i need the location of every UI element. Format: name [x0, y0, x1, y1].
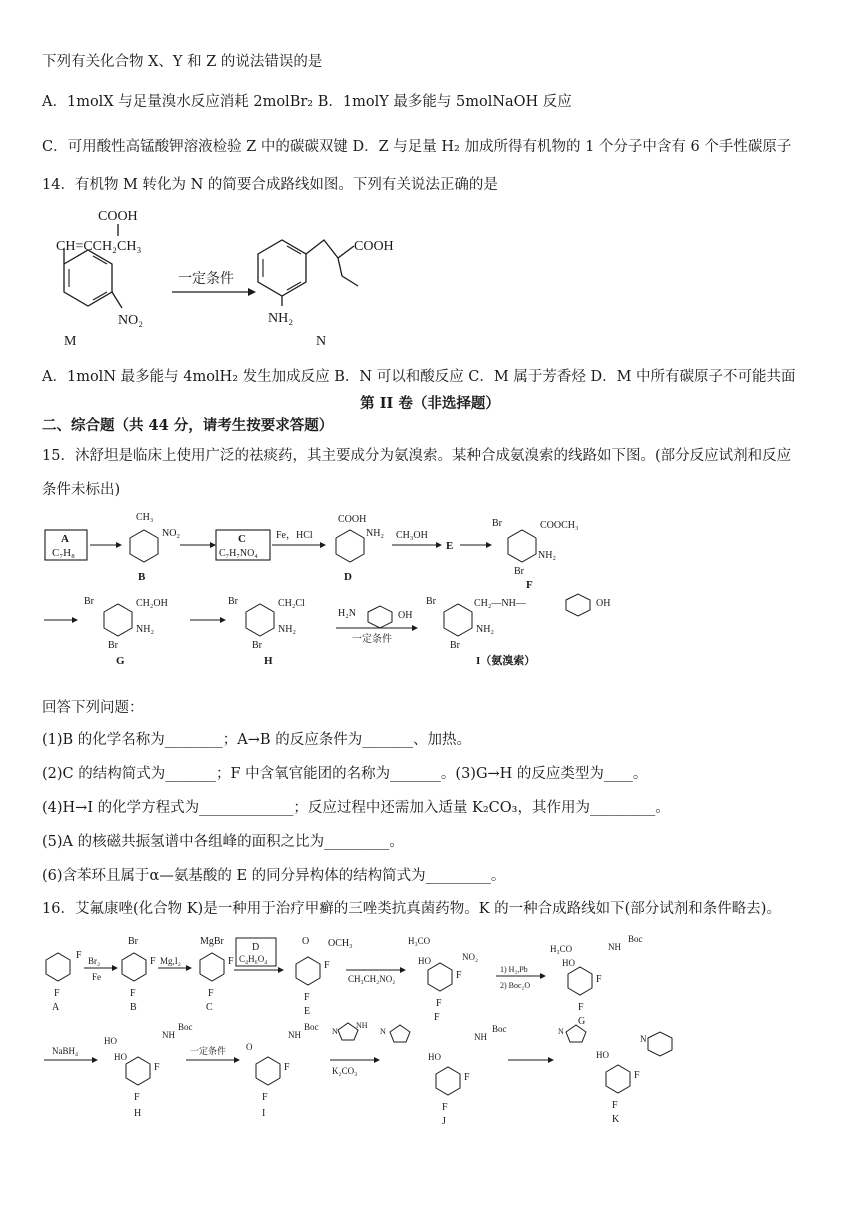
- svg-text:N: N: [558, 1027, 564, 1036]
- svg-text:Br: Br: [450, 640, 460, 651]
- svg-text:HO: HO: [562, 958, 575, 968]
- q15-synthesis-figure: [40, 508, 640, 678]
- svg-text:HO: HO: [114, 1052, 127, 1062]
- svg-text:F: F: [456, 970, 462, 981]
- i-label: I（氨溴索）: [476, 655, 536, 667]
- svg-text:F: F: [464, 1072, 470, 1083]
- svg-text:G: G: [578, 1016, 586, 1027]
- svg-text:F: F: [130, 988, 136, 999]
- svg-text:I: I: [262, 1108, 266, 1119]
- svg-text:F: F: [76, 950, 82, 961]
- svg-text:F: F: [134, 1092, 140, 1103]
- c-formula: C₇H₇NO₄: [219, 548, 258, 559]
- svg-text:OCH₃: OCH₃: [328, 938, 353, 949]
- svg-text:Br: Br: [426, 596, 436, 607]
- svg-text:Br: Br: [84, 596, 94, 607]
- n-cooh: COOH: [354, 239, 394, 254]
- svg-text:F: F: [54, 988, 60, 999]
- svg-text:F: F: [442, 1102, 448, 1113]
- svg-text:CH₂Cl: CH₂Cl: [278, 598, 305, 609]
- q16-compound-h: [104, 1022, 193, 1119]
- svg-text:HO: HO: [104, 1036, 117, 1046]
- svg-text:F: F: [154, 1062, 160, 1073]
- q15-sub6: (6)含苯环且属于α—氨基酸的 E 的同分异构体的结构简式为_________。: [42, 868, 506, 884]
- svg-text:F: F: [434, 1012, 440, 1023]
- svg-text:Boc: Boc: [492, 1024, 507, 1034]
- svg-text:H₃CO: H₃CO: [408, 936, 431, 946]
- q16-stem: 16．艾氟康唑(化合物 K)是一种用于治疗甲癣的三唑类抗真菌药物。K 的一种合成路线如下(部分试剂和条件略去)。: [42, 901, 781, 917]
- q16-compound-g: [550, 934, 643, 1027]
- section-title: 第 II 卷（非选择题）: [360, 395, 500, 412]
- d-ring: [336, 530, 364, 562]
- m-label: M: [64, 334, 77, 349]
- q15-sub2: (2)C 的结构简式为_______；F 中含氧官能团的名称为_______。(3)G→H 的反应类型为____。: [42, 766, 648, 782]
- svg-text:2) Boc₂O: 2) Boc₂O: [500, 981, 531, 990]
- svg-text:F: F: [596, 974, 602, 985]
- q15-stem-2: 条件未标出): [42, 482, 121, 498]
- b-ring: [130, 530, 158, 562]
- svg-text:K: K: [612, 1114, 620, 1125]
- svg-text:Boc: Boc: [178, 1022, 193, 1032]
- svg-text:O: O: [302, 936, 310, 947]
- n-nh2: NH₂: [268, 311, 294, 326]
- svg-text:NH₂: NH₂: [366, 528, 384, 539]
- m-cooh: COOH: [98, 209, 138, 224]
- svg-text:F: F: [262, 1092, 268, 1103]
- svg-text:COOCH₃: COOCH₃: [540, 520, 579, 531]
- a-formula: C₇H₈: [52, 547, 75, 559]
- svg-text:Br: Br: [514, 566, 524, 577]
- n-benzene-ring: [258, 240, 306, 296]
- svg-text:F: F: [304, 992, 310, 1003]
- q13-options-ab: A．1molX 与足量溴水反应消耗 2molBr₂ B．1molY 最多能与 5molNaOH 反应: [42, 94, 572, 110]
- q15-stem-1: 15．沐舒坦是临床上使用广泛的祛痰药，其主要成分为氨溴索。某种合成氨溴索的线路如下图。(部分反应试剂和反应: [42, 448, 792, 464]
- b-label: B: [138, 571, 146, 583]
- svg-text:NH₂: NH₂: [136, 624, 154, 635]
- q16-synthesis-figure: [40, 930, 690, 1130]
- q16-compound-k: [558, 1025, 672, 1125]
- h-ring: [246, 604, 274, 636]
- svg-text:一定条件: 一定条件: [352, 634, 392, 645]
- svg-text:CH₂OH: CH₂OH: [136, 598, 168, 609]
- f-ring: [508, 530, 536, 562]
- q16-compound-i: [246, 1022, 319, 1119]
- svg-text:F: F: [578, 1002, 584, 1013]
- svg-text:HO: HO: [428, 1052, 441, 1062]
- svg-text:A: A: [52, 1002, 60, 1013]
- a-label: A: [61, 533, 69, 545]
- q14-arrow-condition: 一定条件: [178, 272, 234, 287]
- svg-text:Boc: Boc: [628, 934, 643, 944]
- svg-text:HO: HO: [418, 956, 431, 966]
- svg-text:O: O: [246, 1042, 253, 1052]
- svg-text:Br: Br: [108, 640, 118, 651]
- svg-text:C: C: [206, 1002, 213, 1013]
- svg-text:C₄H₆O₄: C₄H₆O₄: [239, 954, 268, 964]
- svg-text:NH: NH: [162, 1030, 175, 1040]
- c-label: C: [238, 533, 246, 545]
- svg-text:F: F: [612, 1100, 618, 1111]
- svg-text:NH: NH: [288, 1030, 301, 1040]
- q15-sub4: (4)H→I 的化学方程式为_____________；反应过程中还需加入适量 K₂CO₃，其作用为_________。: [42, 800, 670, 816]
- q15-prompt: 回答下列问题：: [42, 700, 144, 716]
- d-label: D: [344, 571, 352, 583]
- svg-text:OH: OH: [596, 598, 611, 609]
- svg-text:Fe，HCl: Fe，HCl: [276, 530, 313, 541]
- svg-text:一定条件: 一定条件: [190, 1046, 227, 1056]
- svg-text:E: E: [446, 540, 454, 552]
- f-label: F: [526, 579, 533, 591]
- q13-options-cd: C．可用酸性高锰酸钾溶液检验 Z 中的碳碳双键 D．Z 与足量 H₂ 加成所得有机物的 1 个分子中含有 6 个手性碳原子: [42, 139, 792, 155]
- svg-text:F: F: [228, 956, 234, 967]
- svg-text:F: F: [436, 998, 442, 1009]
- m-chain: CH=CCH₂CH₃: [56, 239, 142, 254]
- svg-text:H₃CO: H₃CO: [550, 944, 573, 954]
- q16-compound-e: [296, 936, 353, 1017]
- svg-text:Br: Br: [252, 640, 262, 651]
- svg-text:HO: HO: [596, 1050, 609, 1060]
- q13-stem: 下列有关化合物 X、Y 和 Z 的说法错误的是: [42, 54, 323, 70]
- svg-text:B: B: [130, 1002, 137, 1013]
- svg-text:F: F: [284, 1062, 290, 1073]
- svg-text:Br: Br: [228, 596, 238, 607]
- i-ring: [444, 604, 472, 636]
- svg-text:NH₂: NH₂: [278, 624, 296, 635]
- svg-text:F: F: [324, 960, 330, 971]
- svg-text:NO₂: NO₂: [462, 952, 479, 962]
- svg-text:N: N: [332, 1027, 338, 1036]
- svg-text:E: E: [304, 1006, 311, 1017]
- svg-text:NH₂: NH₂: [538, 550, 556, 561]
- svg-text:H₂N: H₂N: [338, 608, 356, 619]
- svg-text:Br: Br: [492, 518, 502, 529]
- q14-stem: 14．有机物 M 转化为 N 的简要合成路线如图。下列有关说法正确的是: [42, 177, 498, 193]
- svg-text:F: F: [208, 988, 214, 999]
- m-benzene-ring: [64, 250, 112, 306]
- svg-text:NH: NH: [356, 1021, 368, 1030]
- svg-text:F: F: [150, 956, 156, 967]
- q16-compound-a: [46, 950, 82, 1013]
- g-ring: [104, 604, 132, 636]
- svg-text:CH₃OH: CH₃OH: [396, 530, 428, 541]
- svg-text:N: N: [380, 1027, 386, 1036]
- svg-text:CH₂—NH—: CH₂—NH—: [474, 598, 526, 609]
- svg-text:COOH: COOH: [338, 514, 367, 525]
- svg-text:NH: NH: [474, 1032, 487, 1042]
- n-label: N: [316, 334, 327, 349]
- svg-text:Br₂: Br₂: [88, 956, 101, 966]
- svg-text:1) H₂,Pb: 1) H₂,Pb: [500, 965, 528, 974]
- svg-text:NO₂: NO₂: [162, 528, 180, 539]
- q16-compound-f: [408, 936, 478, 1023]
- g-label: G: [116, 655, 125, 667]
- svg-text:CH₃CH₂NO₂: CH₃CH₂NO₂: [348, 974, 396, 984]
- svg-text:NaBH₄: NaBH₄: [52, 1046, 79, 1056]
- q16-compound-j: [380, 1024, 507, 1127]
- m-no2: NO₂: [118, 313, 144, 328]
- q14-reaction-figure: [36, 200, 456, 352]
- svg-text:NH₂: NH₂: [476, 624, 494, 635]
- h-label: H: [264, 655, 273, 667]
- svg-text:NH: NH: [608, 942, 621, 952]
- svg-text:F: F: [634, 1070, 640, 1081]
- q15-sub5: (5)A 的核磁共振氢谱中各组峰的面积之比为_________。: [42, 834, 404, 850]
- q16-compound-b: [122, 936, 156, 1013]
- q14-options: A．1molN 最多能与 4molH₂ 发生加成反应 B．N 可以和酸反应 C．M 属于芳香烃 D．M 中所有碳原子不可能共面: [42, 369, 796, 385]
- svg-text:Boc: Boc: [304, 1022, 319, 1032]
- q16-compound-c: [200, 936, 234, 1013]
- q15-sub1: (1)B 的化学名称为________；A→B 的反应条件为_______、加热。: [42, 732, 471, 748]
- svg-text:MgBr: MgBr: [200, 936, 224, 947]
- svg-text:Br: Br: [128, 936, 138, 947]
- svg-text:CH₃: CH₃: [136, 512, 154, 523]
- svg-text:H: H: [134, 1108, 142, 1119]
- svg-text:Fe: Fe: [92, 972, 101, 982]
- svg-text:D: D: [252, 942, 260, 953]
- svg-text:Mg,I₂: Mg,I₂: [160, 956, 181, 966]
- svg-text:OH: OH: [398, 610, 413, 621]
- svg-text:K₂CO₃: K₂CO₃: [332, 1066, 358, 1076]
- svg-text:J: J: [442, 1116, 446, 1127]
- section-heading: 二、综合题（共 44 分，请考生按要求答题）: [42, 417, 334, 434]
- svg-text:N: N: [640, 1034, 647, 1044]
